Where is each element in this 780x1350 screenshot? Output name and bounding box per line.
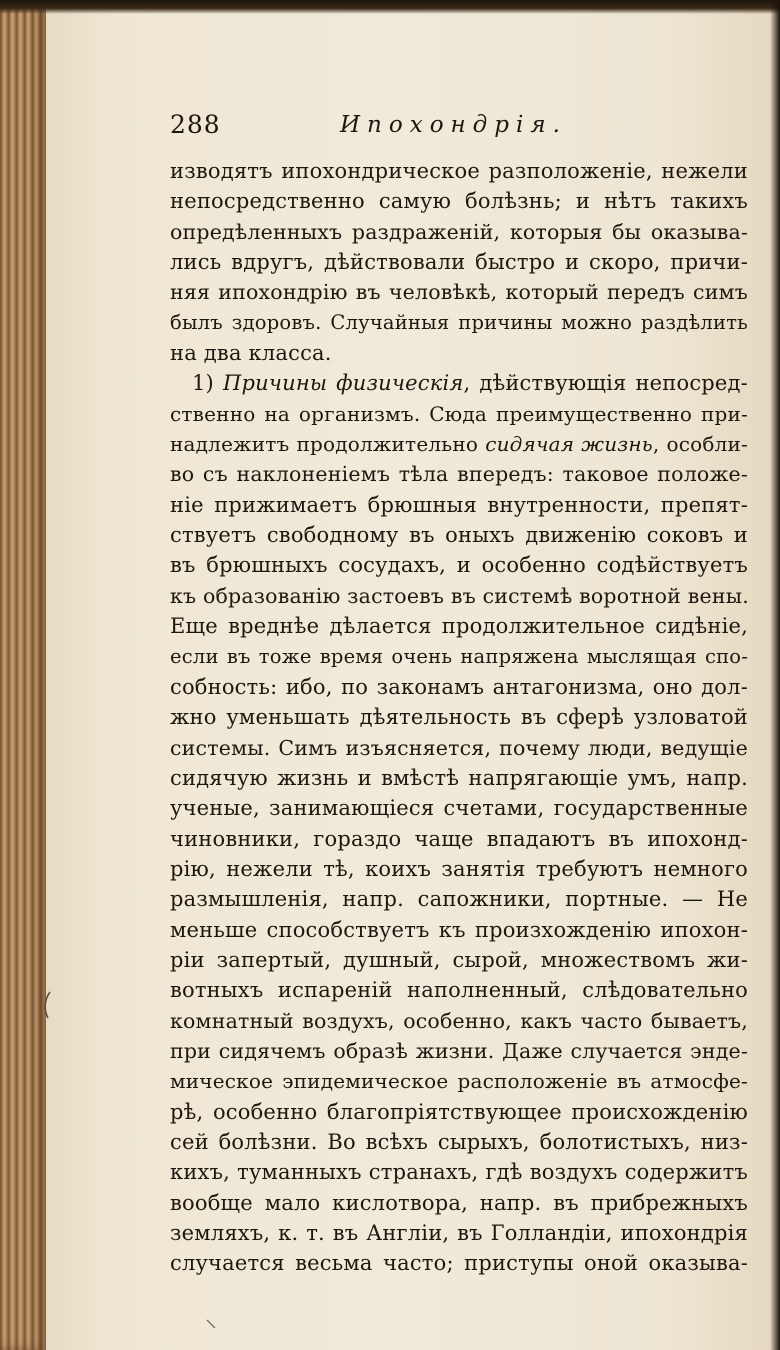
text-line: собность: ибо, по законамъ антагонизма, оно дол- [170, 674, 748, 699]
section-third-line [170, 429, 748, 459]
text-line: ствуетъ свободному въ оныхъ движенiю соковъ и [170, 523, 748, 548]
text-line: земляхъ, к. т. въ Англiи, въ Голландiи, ипохондрiя [170, 1221, 748, 1246]
section-first-line [170, 368, 748, 398]
text-line: кихъ, туманныхъ странахъ, гдѣ воздухъ содержитъ [170, 1160, 748, 1185]
text-line: если въ тоже время очень напряжена мыслящая спо- [170, 644, 748, 668]
text-line: сей болѣзни. Во всѣхъ сырыхъ, болотистыхъ, низ- [170, 1130, 748, 1154]
text-line: опредѣленныхъ раздраженiй, которыя бы оказыва- [170, 219, 748, 244]
text-line: меньше способствуетъ къ произхожденiю ипохон- [170, 917, 748, 942]
text-block [170, 110, 748, 1279]
text-line: лись вдругъ, дѣйствовали быстро и скоро, причи- [170, 250, 748, 275]
section-heading: Причины физическiя [222, 371, 464, 396]
text-line: системы. Симъ изъясняется, почему люди, ведущiе [170, 735, 748, 760]
running-title: Ипохондрiя. [340, 112, 567, 138]
right-shadow [770, 0, 780, 1350]
text-line: непосредственно самую болѣзнь; и нѣтъ такихъ [170, 189, 748, 214]
text-line: на два класса. [170, 341, 332, 366]
text-line: чиновники, гораздо чаще впадаютъ въ ипохонд- [170, 826, 748, 851]
text-line: вообще мало кислотвора, напр. въ прибрежныхъ [170, 1190, 748, 1215]
text-line: жно уменьшать дѣятельность въ сферѣ узловатой [170, 705, 748, 730]
top-shadow [0, 0, 780, 14]
section-line1-rest: , дѣйствующiя непосред- [463, 371, 748, 396]
text-line: рѣ, особенно благопрiятствующее происхожденiю [170, 1099, 748, 1124]
stray-mark [205, 1318, 219, 1332]
section-marker: 1) [192, 371, 214, 396]
text-line: нiе прижимаетъ брюшныя внутренности, препят- [170, 492, 748, 517]
text-line: рiю, нежели тѣ, коихъ занятiя требуютъ немного [170, 856, 748, 881]
line3-italic: сидячая жизнь [485, 432, 653, 457]
text-line: вотныхъ испаренiй наполненный, слѣдовательно [170, 978, 748, 1003]
text-line: при сидячемъ образѣ жизни. Даже случается энде- [170, 1038, 748, 1063]
text-line: ственно на организмъ. Сюда преимущественно при- [170, 401, 748, 426]
text-line: въ брюшныхъ сосудахъ, и особенно содѣйствуетъ [170, 553, 748, 578]
page-edges [0, 0, 46, 1350]
page-number: 288 [170, 110, 221, 139]
line3-after: , особли- [652, 432, 748, 457]
margin-pencil-mark [40, 990, 54, 1020]
text-line: няя ипохондрiю въ человѣкѣ, который передъ симъ [170, 280, 748, 305]
text-line: ученые, занимающiеся счетами, государственные [170, 796, 748, 821]
text-line: изводятъ ипохондрическое разположенiе, нежели [170, 159, 748, 183]
text-line: рiи запертый, душный, сырой, множествомъ жи- [170, 947, 748, 972]
line3-before: надлежитъ продолжительно [170, 432, 486, 457]
text-line: размышленiя, напр. сапожники, портные. — Не [170, 887, 748, 912]
text-line: случается весьма часто; приступы оной оказыва- [170, 1251, 748, 1276]
page-header [170, 110, 748, 156]
text-line: мическое эпидемическое расположенiе въ атмосфе- [170, 1069, 748, 1094]
text-line: къ образованiю застоевъ въ системѣ воротной вены. [170, 583, 749, 608]
text-line: былъ здоровъ. Случайныя причины можно раздѣлить [170, 310, 748, 334]
text-line: комнатный воздухъ, особенно, какъ часто бываетъ, [170, 1008, 748, 1033]
text-line: Еще вреднѣе дѣлается продолжительное сидѣнiе, [170, 614, 748, 639]
text-line: во съ наклоненiемъ тѣла впередъ: таковое положе- [170, 462, 748, 487]
text-line: сидячую жизнь и вмѣстѣ напрягающiе умъ, напр. [170, 765, 748, 790]
